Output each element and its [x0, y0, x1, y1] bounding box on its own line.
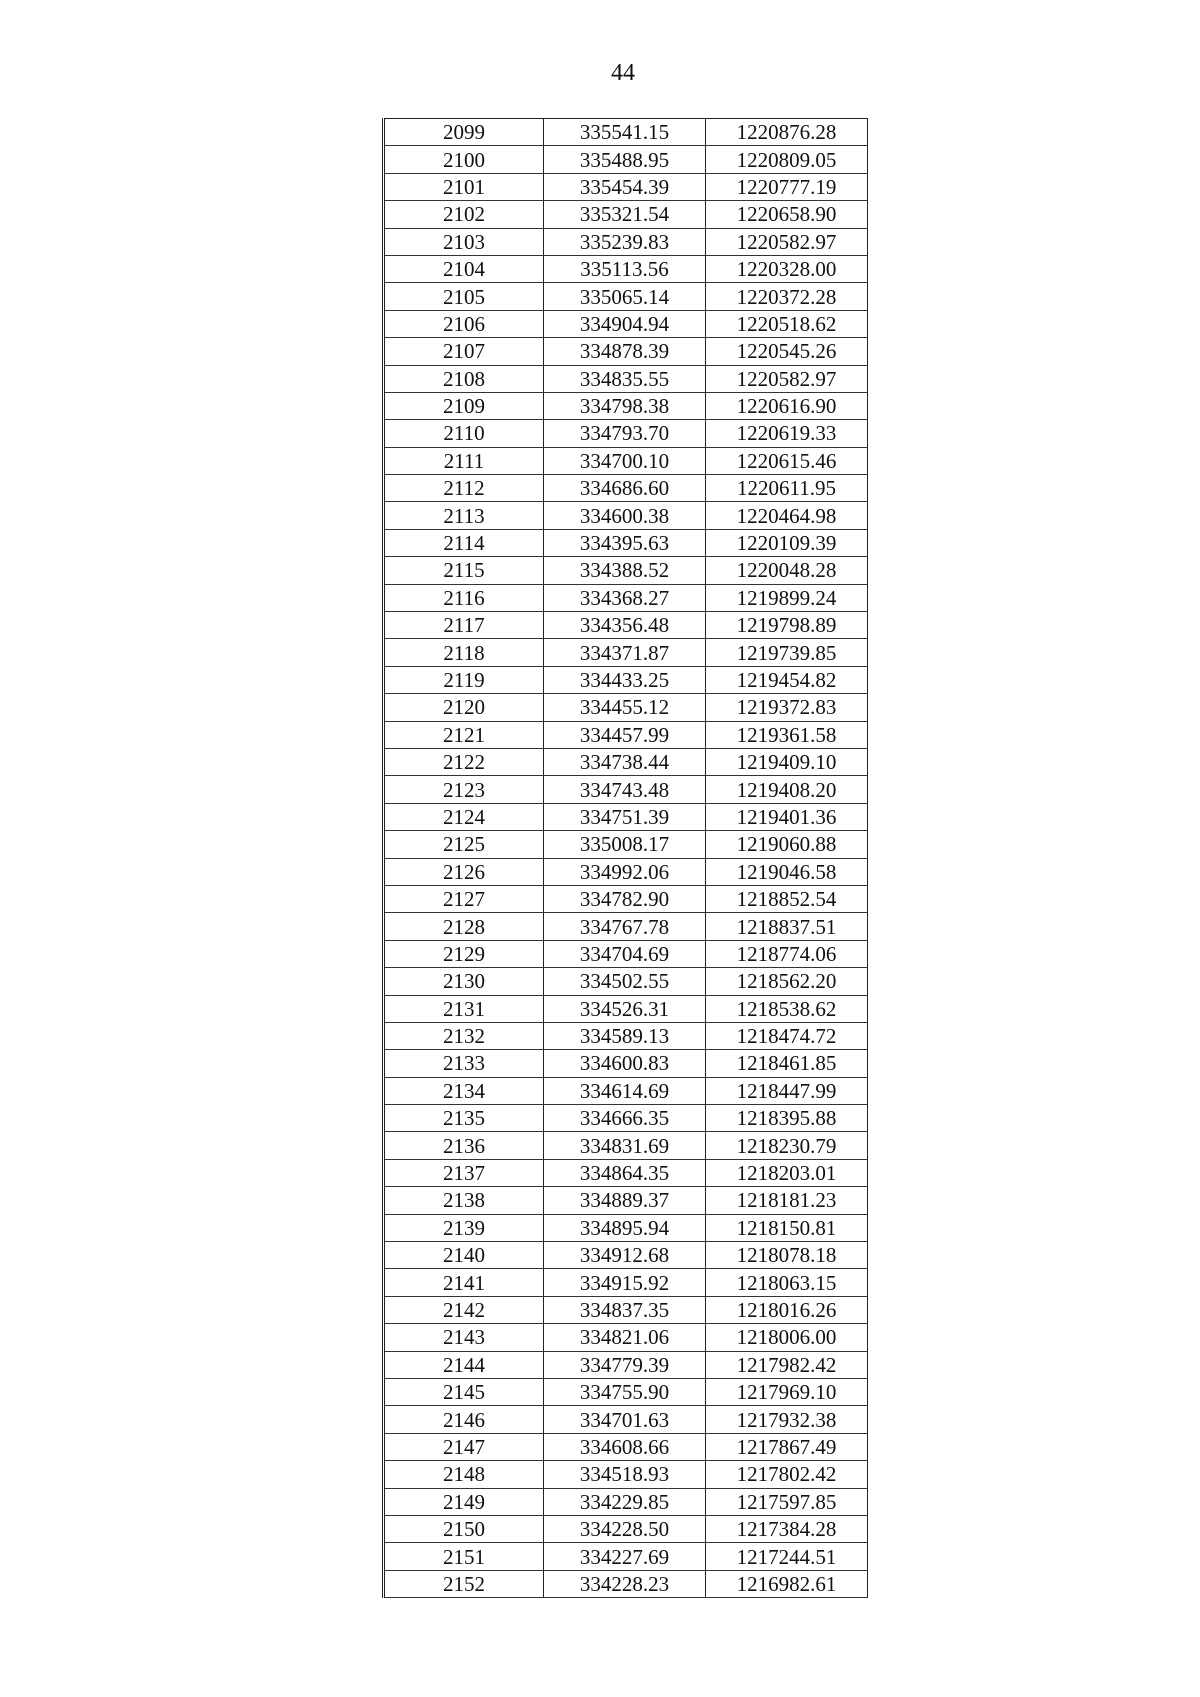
table-row	[384, 1077, 868, 1104]
point-number-cell: 2136	[384, 1132, 544, 1159]
point-number-cell: 2112	[384, 475, 544, 502]
x-coordinate-cell: 334600.83	[544, 1050, 706, 1077]
y-coordinate-cell: 1219372.83	[706, 694, 868, 721]
y-coordinate-cell: 1217244.51	[706, 1543, 868, 1570]
y-coordinate-cell: 1220658.90	[706, 201, 868, 228]
point-number-cell: 2104	[384, 255, 544, 282]
y-coordinate-cell: 1217802.42	[706, 1461, 868, 1488]
point-number-cell: 2151	[384, 1543, 544, 1570]
table-row	[384, 776, 868, 803]
point-number-cell: 2133	[384, 1050, 544, 1077]
table-row	[384, 420, 868, 447]
table-row	[384, 557, 868, 584]
table-row	[384, 1406, 868, 1433]
point-number-cell: 2134	[384, 1077, 544, 1104]
table-row	[384, 803, 868, 830]
x-coordinate-cell: 334433.25	[544, 666, 706, 693]
y-coordinate-cell: 1220545.26	[706, 338, 868, 365]
table-row	[384, 995, 868, 1022]
point-number-cell: 2126	[384, 858, 544, 885]
y-coordinate-cell: 1218016.26	[706, 1296, 868, 1323]
x-coordinate-cell: 335321.54	[544, 201, 706, 228]
x-coordinate-cell: 334227.69	[544, 1543, 706, 1570]
point-number-cell: 2108	[384, 365, 544, 392]
x-coordinate-cell: 334700.10	[544, 447, 706, 474]
y-coordinate-cell: 1220611.95	[706, 475, 868, 502]
point-number-cell: 2135	[384, 1105, 544, 1132]
x-coordinate-cell: 334755.90	[544, 1378, 706, 1405]
table-row	[384, 475, 868, 502]
y-coordinate-cell: 1218230.79	[706, 1132, 868, 1159]
y-coordinate-cell: 1220809.05	[706, 146, 868, 173]
x-coordinate-cell: 334526.31	[544, 995, 706, 1022]
table-row	[384, 1050, 868, 1077]
x-coordinate-cell: 334457.99	[544, 721, 706, 748]
table-row	[384, 1269, 868, 1296]
point-number-cell: 2121	[384, 721, 544, 748]
x-coordinate-cell: 334831.69	[544, 1132, 706, 1159]
point-number-cell: 2130	[384, 968, 544, 995]
y-coordinate-cell: 1218181.23	[706, 1187, 868, 1214]
point-number-cell: 2128	[384, 913, 544, 940]
x-coordinate-cell: 334743.48	[544, 776, 706, 803]
y-coordinate-cell: 1219401.36	[706, 803, 868, 830]
table-row	[384, 1378, 868, 1405]
table-row	[384, 119, 868, 146]
x-coordinate-cell: 334666.35	[544, 1105, 706, 1132]
y-coordinate-cell: 1218006.00	[706, 1324, 868, 1351]
table-row	[384, 968, 868, 995]
table-row	[384, 639, 868, 666]
point-number-cell: 2144	[384, 1351, 544, 1378]
point-number-cell: 2107	[384, 338, 544, 365]
x-coordinate-cell: 334368.27	[544, 584, 706, 611]
x-coordinate-cell: 334228.23	[544, 1570, 706, 1597]
point-number-cell: 2100	[384, 146, 544, 173]
y-coordinate-cell: 1220582.97	[706, 365, 868, 392]
table-row	[384, 338, 868, 365]
point-number-cell: 2140	[384, 1242, 544, 1269]
table-row	[384, 1159, 868, 1186]
table-row	[384, 146, 868, 173]
x-coordinate-cell: 334793.70	[544, 420, 706, 447]
x-coordinate-cell: 334864.35	[544, 1159, 706, 1186]
point-number-cell: 2131	[384, 995, 544, 1022]
point-number-cell: 2142	[384, 1296, 544, 1323]
x-coordinate-cell: 334779.39	[544, 1351, 706, 1378]
point-number-cell: 2101	[384, 173, 544, 200]
table-row	[384, 584, 868, 611]
x-coordinate-cell: 335065.14	[544, 283, 706, 310]
y-coordinate-cell: 1220372.28	[706, 283, 868, 310]
x-coordinate-cell: 334518.93	[544, 1461, 706, 1488]
x-coordinate-cell: 334701.63	[544, 1406, 706, 1433]
point-number-cell: 2110	[384, 420, 544, 447]
point-number-cell: 2123	[384, 776, 544, 803]
x-coordinate-cell: 335113.56	[544, 255, 706, 282]
table-row	[384, 1515, 868, 1542]
y-coordinate-cell: 1219046.58	[706, 858, 868, 885]
x-coordinate-cell: 334889.37	[544, 1187, 706, 1214]
table-row	[384, 447, 868, 474]
x-coordinate-cell: 334686.60	[544, 475, 706, 502]
table-row	[384, 283, 868, 310]
table-row	[384, 831, 868, 858]
table-row	[384, 913, 868, 940]
table-row	[384, 310, 868, 337]
x-coordinate-cell: 334614.69	[544, 1077, 706, 1104]
point-number-cell: 2149	[384, 1488, 544, 1515]
point-number-cell: 2115	[384, 557, 544, 584]
y-coordinate-cell: 1218474.72	[706, 1022, 868, 1049]
x-coordinate-cell: 334356.48	[544, 612, 706, 639]
x-coordinate-cell: 334992.06	[544, 858, 706, 885]
point-number-cell: 2132	[384, 1022, 544, 1049]
table-row	[384, 1132, 868, 1159]
point-number-cell: 2119	[384, 666, 544, 693]
table-row	[384, 1242, 868, 1269]
point-number-cell: 2147	[384, 1433, 544, 1460]
table-row	[384, 365, 868, 392]
table-row	[384, 1105, 868, 1132]
x-coordinate-cell: 334782.90	[544, 885, 706, 912]
point-number-cell: 2105	[384, 283, 544, 310]
x-coordinate-cell: 334878.39	[544, 338, 706, 365]
y-coordinate-cell: 1218063.15	[706, 1269, 868, 1296]
x-coordinate-cell: 334738.44	[544, 748, 706, 775]
y-coordinate-cell: 1217384.28	[706, 1515, 868, 1542]
x-coordinate-cell: 334589.13	[544, 1022, 706, 1049]
table-row	[384, 940, 868, 967]
point-number-cell: 2099	[384, 119, 544, 146]
y-coordinate-cell: 1218461.85	[706, 1050, 868, 1077]
point-number-cell: 2117	[384, 612, 544, 639]
y-coordinate-cell: 1218538.62	[706, 995, 868, 1022]
point-number-cell: 2118	[384, 639, 544, 666]
y-coordinate-cell: 1218395.88	[706, 1105, 868, 1132]
y-coordinate-cell: 1219739.85	[706, 639, 868, 666]
y-coordinate-cell: 1218837.51	[706, 913, 868, 940]
y-coordinate-cell: 1220619.33	[706, 420, 868, 447]
table-row	[384, 502, 868, 529]
table-row	[384, 1324, 868, 1351]
y-coordinate-cell: 1220048.28	[706, 557, 868, 584]
table-row	[384, 1296, 868, 1323]
x-coordinate-cell: 334600.38	[544, 502, 706, 529]
table-row	[384, 201, 868, 228]
point-number-cell: 2139	[384, 1214, 544, 1241]
point-number-cell: 2103	[384, 228, 544, 255]
y-coordinate-cell: 1219798.89	[706, 612, 868, 639]
point-number-cell: 2125	[384, 831, 544, 858]
table-row	[384, 1214, 868, 1241]
point-number-cell: 2124	[384, 803, 544, 830]
x-coordinate-cell: 334904.94	[544, 310, 706, 337]
table-row	[384, 1022, 868, 1049]
x-coordinate-cell: 334704.69	[544, 940, 706, 967]
point-number-cell: 2129	[384, 940, 544, 967]
point-number-cell: 2127	[384, 885, 544, 912]
x-coordinate-cell: 335454.39	[544, 173, 706, 200]
point-number-cell: 2138	[384, 1187, 544, 1214]
y-coordinate-cell: 1217867.49	[706, 1433, 868, 1460]
point-number-cell: 2111	[384, 447, 544, 474]
y-coordinate-cell: 1218078.18	[706, 1242, 868, 1269]
y-coordinate-cell: 1220582.97	[706, 228, 868, 255]
point-number-cell: 2116	[384, 584, 544, 611]
y-coordinate-cell: 1217969.10	[706, 1378, 868, 1405]
point-number-cell: 2137	[384, 1159, 544, 1186]
table-row	[384, 885, 868, 912]
y-coordinate-cell: 1219454.82	[706, 666, 868, 693]
y-coordinate-cell: 1219409.10	[706, 748, 868, 775]
point-number-cell: 2113	[384, 502, 544, 529]
y-coordinate-cell: 1218774.06	[706, 940, 868, 967]
y-coordinate-cell: 1220328.00	[706, 255, 868, 282]
y-coordinate-cell: 1219361.58	[706, 721, 868, 748]
x-coordinate-cell: 335488.95	[544, 146, 706, 173]
point-number-cell: 2109	[384, 392, 544, 419]
x-coordinate-cell: 334798.38	[544, 392, 706, 419]
table-row	[384, 1488, 868, 1515]
y-coordinate-cell: 1218150.81	[706, 1214, 868, 1241]
y-coordinate-cell: 1219408.20	[706, 776, 868, 803]
point-number-cell: 2146	[384, 1406, 544, 1433]
point-number-cell: 2141	[384, 1269, 544, 1296]
x-coordinate-cell: 334912.68	[544, 1242, 706, 1269]
y-coordinate-cell: 1219899.24	[706, 584, 868, 611]
point-number-cell: 2122	[384, 748, 544, 775]
y-coordinate-cell: 1217982.42	[706, 1351, 868, 1378]
table-row	[384, 1433, 868, 1460]
table-row	[384, 748, 868, 775]
y-coordinate-cell: 1220616.90	[706, 392, 868, 419]
x-coordinate-cell: 334915.92	[544, 1269, 706, 1296]
table-row	[384, 1351, 868, 1378]
x-coordinate-cell: 334767.78	[544, 913, 706, 940]
point-number-cell: 2114	[384, 529, 544, 556]
table-row	[384, 612, 868, 639]
table-row	[384, 228, 868, 255]
y-coordinate-cell: 1220464.98	[706, 502, 868, 529]
y-coordinate-cell: 1219060.88	[706, 831, 868, 858]
y-coordinate-cell: 1218447.99	[706, 1077, 868, 1104]
y-coordinate-cell: 1220615.46	[706, 447, 868, 474]
x-coordinate-cell: 334228.50	[544, 1515, 706, 1542]
y-coordinate-cell: 1217932.38	[706, 1406, 868, 1433]
table-row	[384, 392, 868, 419]
point-number-cell: 2152	[384, 1570, 544, 1597]
x-coordinate-cell: 334895.94	[544, 1214, 706, 1241]
table-row	[384, 1570, 868, 1597]
point-number-cell: 2148	[384, 1461, 544, 1488]
table-row	[384, 666, 868, 693]
table-row	[384, 1543, 868, 1570]
y-coordinate-cell: 1220876.28	[706, 119, 868, 146]
y-coordinate-cell: 1220518.62	[706, 310, 868, 337]
x-coordinate-cell: 334835.55	[544, 365, 706, 392]
x-coordinate-cell: 334395.63	[544, 529, 706, 556]
point-number-cell: 2102	[384, 201, 544, 228]
y-coordinate-cell: 1220777.19	[706, 173, 868, 200]
x-coordinate-cell: 334821.06	[544, 1324, 706, 1351]
table-row	[384, 721, 868, 748]
point-number-cell: 2150	[384, 1515, 544, 1542]
coordinates-table	[382, 118, 868, 1598]
x-coordinate-cell: 335541.15	[544, 119, 706, 146]
page-number: 44	[611, 60, 635, 86]
y-coordinate-cell: 1218562.20	[706, 968, 868, 995]
x-coordinate-cell: 334229.85	[544, 1488, 706, 1515]
x-coordinate-cell: 334837.35	[544, 1296, 706, 1323]
x-coordinate-cell: 335239.83	[544, 228, 706, 255]
x-coordinate-cell: 335008.17	[544, 831, 706, 858]
table-row	[384, 1187, 868, 1214]
x-coordinate-cell: 334608.66	[544, 1433, 706, 1460]
point-number-cell: 2143	[384, 1324, 544, 1351]
x-coordinate-cell: 334388.52	[544, 557, 706, 584]
point-number-cell: 2106	[384, 310, 544, 337]
x-coordinate-cell: 334502.55	[544, 968, 706, 995]
y-coordinate-cell: 1220109.39	[706, 529, 868, 556]
y-coordinate-cell: 1218203.01	[706, 1159, 868, 1186]
table-row	[384, 858, 868, 885]
table-row	[384, 255, 868, 282]
table-row	[384, 1461, 868, 1488]
x-coordinate-cell: 334371.87	[544, 639, 706, 666]
x-coordinate-cell: 334455.12	[544, 694, 706, 721]
point-number-cell: 2120	[384, 694, 544, 721]
table-row	[384, 694, 868, 721]
coordinates-table-body	[384, 119, 868, 1598]
table-row	[384, 529, 868, 556]
y-coordinate-cell: 1216982.61	[706, 1570, 868, 1597]
y-coordinate-cell: 1218852.54	[706, 885, 868, 912]
x-coordinate-cell: 334751.39	[544, 803, 706, 830]
y-coordinate-cell: 1217597.85	[706, 1488, 868, 1515]
table-row	[384, 173, 868, 200]
point-number-cell: 2145	[384, 1378, 544, 1405]
